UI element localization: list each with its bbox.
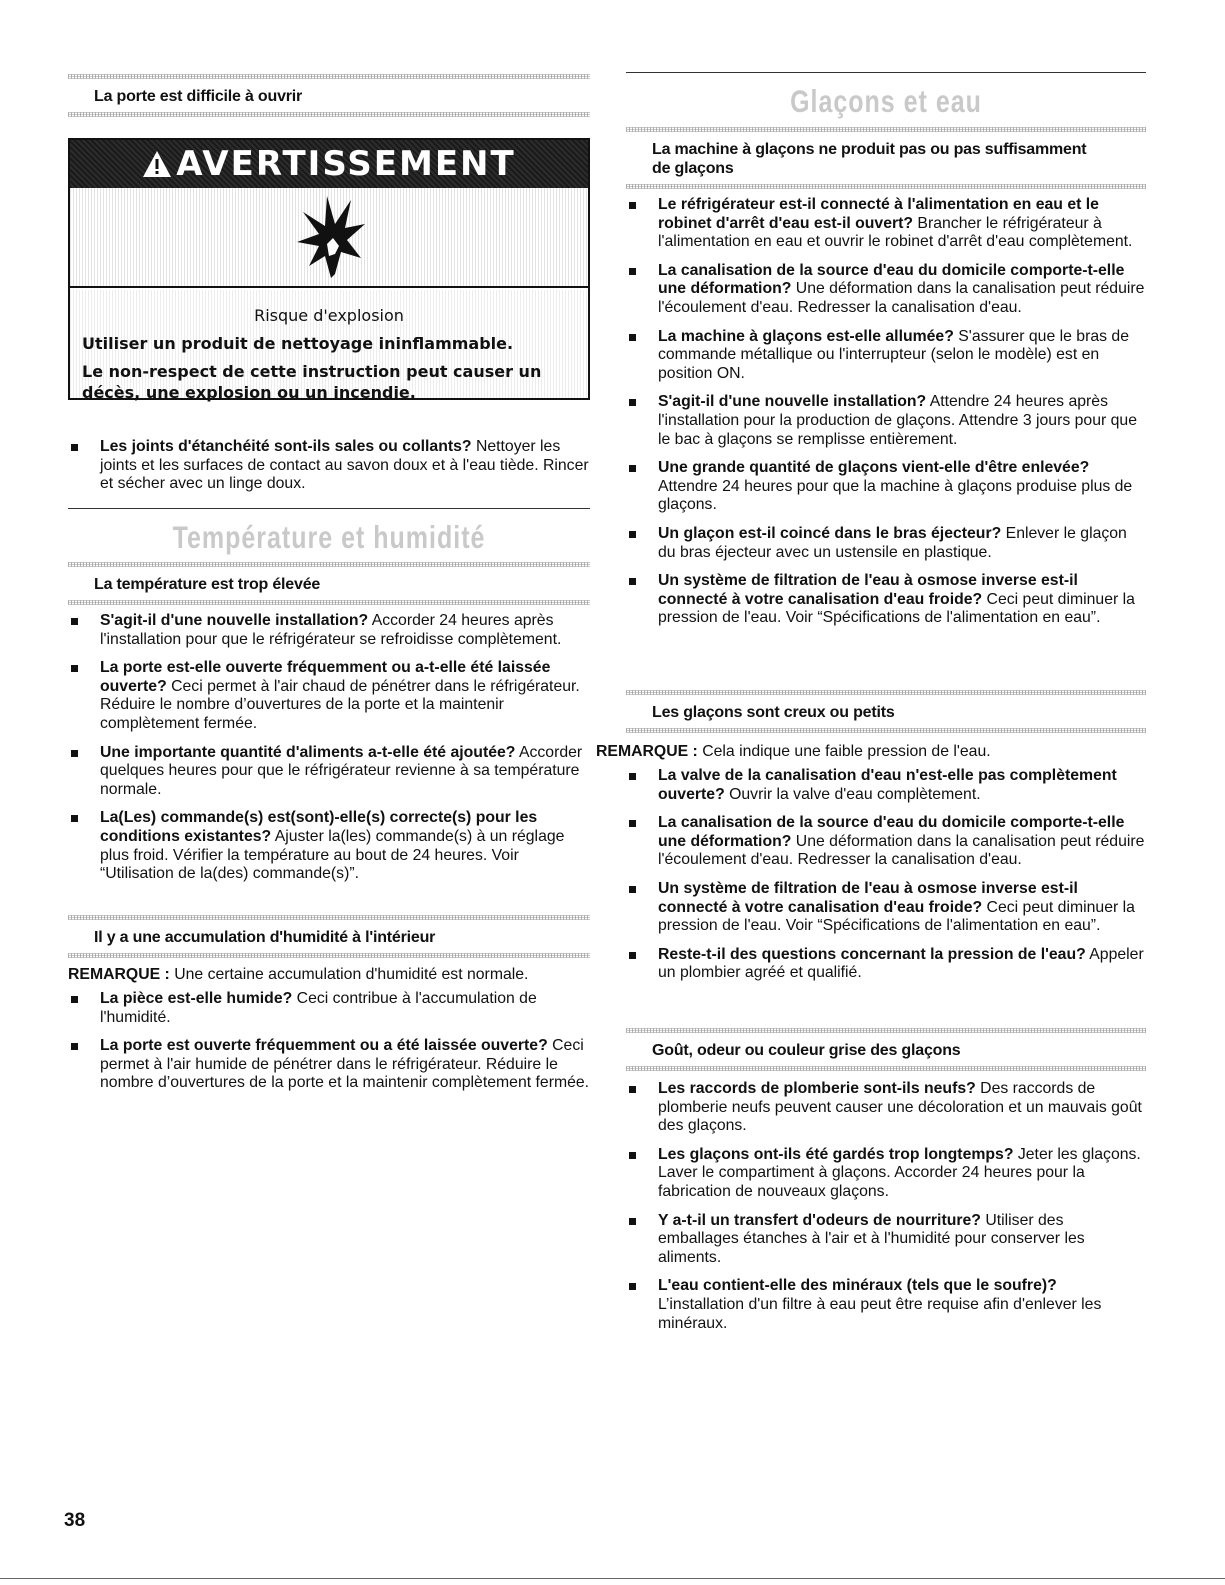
hollow-subheading-block (626, 690, 1146, 733)
door-subheading-block (68, 74, 590, 117)
list-item: Un système de filtration de l'eau à osmose inverse est-il connecté à votre canalisation d'eau froide? Ceci peut diminuer la pression de l'eau. Voir “Spécifications de l'alimentation en eau”. (626, 572, 1146, 628)
list-item: S'agit-il d'une nouvelle installation? Accorder 24 heures après l'installation pour que le réfrigérateur se refroidisse complètement. (68, 612, 590, 649)
bullet-square-icon (629, 578, 636, 585)
temp-subheading-block (68, 562, 590, 605)
warning-line-2: Le non-respect de cette instruction peut causer un décès, une explosion ou un incendie. (82, 362, 542, 402)
list-item: La pièce est-elle humide? Ceci contribue à l'accumulation de l'humidité. (68, 990, 590, 1027)
temp-list (68, 612, 590, 894)
taste-heading: Goût, odeur ou couleur grise des glaçons (652, 1042, 961, 1059)
ice-heading: La machine à glaçons ne produit pas ou pas suffisamment de glaçons (652, 141, 1087, 177)
list-item: La canalisation de la source d'eau du domicile comporte-t-elle une déformation? Une déformation dans la canalisation peut réduire l'écoulement d'eau. Redresser la canalisation d'eau. (626, 262, 1146, 318)
warning-title: AVERTISSEMENT (176, 144, 516, 184)
list-item: La porte est ouverte fréquemment ou a été laissée ouverte? Ceci permet à l'air humide de pénétrer dans le réfrigérateur. Réduire le nombre d’ouvertures de la porte et la maintenir complètement fermée. (68, 1037, 590, 1093)
bullet-square-icon (71, 618, 78, 625)
bullet-square-icon (629, 1152, 636, 1159)
section-title-temperature: Température et humidité (172, 520, 486, 556)
bullet-square-icon (629, 952, 636, 959)
divider (626, 690, 1146, 695)
bullet-square-icon (629, 886, 636, 893)
list-item: Un glaçon est-il coincé dans le bras éjecteur? Enlever le glaçon du bras éjecteur avec un ustensile en plastique. (626, 525, 1146, 562)
warning-body (70, 290, 588, 402)
list-item: La porte est-elle ouverte fréquemment ou a-t-elle été laissée ouverte? Ceci permet à l'air chaud de pénétrer dans le réfrigérateur. Réduire le nombre d’ouvertures de la porte et la maintenir complètement fermée. (68, 659, 590, 733)
list-item: Un système de filtration de l'eau à osmose inverse est-il connecté à votre canalisation d'eau froide? Ceci peut diminuer la pression de l'eau. Voir “Spécifications de l'alimentation en eau”. (626, 880, 1146, 936)
humid-subheading-block (68, 915, 590, 958)
bullet-square-icon (629, 820, 636, 827)
bullet-square-icon (71, 750, 78, 757)
ice-list (626, 196, 1146, 638)
bullet-square-icon (629, 465, 636, 472)
page-bottom-rule (0, 1578, 1225, 1579)
bullet-square-icon (629, 268, 636, 275)
bullet-square-icon (629, 202, 636, 209)
divider (626, 1028, 1146, 1033)
bullet-square-icon (71, 815, 78, 822)
bullet-square-icon (629, 1086, 636, 1093)
warning-icon-area (70, 188, 588, 288)
bullet-square-icon (71, 665, 78, 672)
list-item: Les joints d'étanchéité sont-ils sales ou collants? Nettoyer les joints et les surfaces de contact au savon doux et à l'eau tiède. Rincer et sécher avec un linge doux. (68, 438, 590, 494)
hollow-note (596, 742, 1151, 761)
humid-list (68, 990, 590, 1103)
taste-list (626, 1080, 1146, 1343)
warning-hazard: Risque d'explosion (254, 306, 404, 325)
divider (68, 953, 590, 958)
hollow-heading: Les glaçons sont creux ou petits (652, 704, 895, 721)
door-list (68, 438, 590, 504)
list-item: Le réfrigérateur est-il connecté à l'alimentation en eau et le robinet d'arrêt d'eau est-il ouvert? Brancher le réfrigérateur à l'alimentation en eau et ouvrir le robinet d'arrêt d'eau complètement. (626, 196, 1146, 252)
list-item: L'eau contient-elle des minéraux (tels que le soufre)? L’installation d'un filtre à eau peut être requise afin d'enlever les minéraux. (626, 1277, 1146, 1333)
bullet-square-icon (629, 773, 636, 780)
divider (68, 562, 590, 567)
section-rule (626, 72, 1146, 73)
warning-triangle-icon (142, 143, 172, 191)
list-item: La canalisation de la source d'eau du domicile comporte-t-elle une déformation? Une déformation dans la canalisation peut réduire l'écoulement d'eau. Redresser la canalisation d'eau. (626, 814, 1146, 870)
warning-line-1: Utiliser un produit de nettoyage ininflammable. (82, 334, 514, 353)
divider (68, 74, 590, 79)
door-heading: La porte est difficile à ouvrir (94, 88, 303, 105)
bullet-square-icon (629, 531, 636, 538)
humid-note (68, 965, 590, 984)
bullet-square-icon (629, 334, 636, 341)
temp-heading: La température est trop élevée (94, 576, 321, 593)
bullet-square-icon (71, 1043, 78, 1050)
explosion-icon (295, 194, 367, 280)
humid-heading: Il y a une accumulation d'humidité à l'intérieur (94, 929, 436, 946)
list-item: Les raccords de plomberie sont-ils neufs? Des raccords de plomberie neufs peuvent causer une décoloration et un mauvais goût des glaçons. (626, 1080, 1146, 1136)
list-item: Y a-t-il un transfert d'odeurs de nourriture? Utiliser des emballages étanches à l'air et à l'humidité pour conserver les aliments. (626, 1212, 1146, 1268)
list-item: La machine à glaçons est-elle allumée? S'assurer que le bras de commande métallique ou l'interrupteur (selon le modèle) est en position ON. (626, 328, 1146, 384)
divider (626, 184, 1146, 189)
divider (626, 127, 1146, 132)
list-item: Les glaçons ont-ils été gardés trop longtemps? Jeter les glaçons. Laver le compartiment à glaçons. Accorder 24 heures pour la fabrication de nouveaux glaçons. (626, 1146, 1146, 1202)
section-rule (68, 508, 590, 509)
page-number: 38 (64, 1510, 86, 1531)
list-item: Une grande quantité de glaçons vient-elle d'être enlevée? Attendre 24 heures pour que la machine à glaçons produise plus de glaçons. (626, 459, 1146, 515)
hollow-list (626, 767, 1146, 993)
divider (68, 112, 590, 117)
bullet-square-icon (629, 1283, 636, 1290)
ice-subheading-block (626, 127, 1146, 189)
divider (626, 1066, 1146, 1071)
warning-header (70, 140, 588, 188)
section-title-ice: Glaçons et eau (790, 84, 982, 120)
list-item: Reste-t-il des questions concernant la pression de l'eau? Appeler un plombier agréé et qualifié. (626, 946, 1146, 983)
note-text: Une certaine accumulation d'humidité est normale. (169, 966, 529, 983)
warning-box (68, 138, 590, 400)
note-label: REMARQUE : (596, 743, 698, 760)
note-text: Cela indique une faible pression de l'eau. (697, 743, 991, 760)
list-item: La valve de la canalisation d'eau n'est-elle pas complètement ouverte? Ouvrir la valve d'eau complètement. (626, 767, 1146, 804)
bullet-square-icon (629, 399, 636, 406)
bullet-square-icon (71, 444, 78, 451)
note-label: REMARQUE : (68, 966, 170, 983)
divider (68, 915, 590, 920)
list-item: S'agit-il d'une nouvelle installation? Attendre 24 heures après l'installation pour la production de glaçons. Attendre 3 jours pour que le bac à glaçons se remplisse entièrement. (626, 393, 1146, 449)
divider (626, 728, 1146, 733)
divider (68, 600, 590, 605)
list-item: Une importante quantité d'aliments a-t-elle été ajoutée? Accorder quelques heures pour que le réfrigérateur revienne à sa température normale. (68, 744, 590, 800)
bullet-square-icon (629, 1218, 636, 1225)
taste-subheading-block (626, 1028, 1146, 1071)
list-item: La(Les) commande(s) est(sont)-elle(s) correcte(s) pour les conditions existantes? Ajuster la(les) commande(s) à un réglage plus froid. Vérifier la température au bout de 24 heures. Voir “Utilisation de la(des) commande(s)”. (68, 809, 590, 883)
bullet-square-icon (71, 996, 78, 1003)
